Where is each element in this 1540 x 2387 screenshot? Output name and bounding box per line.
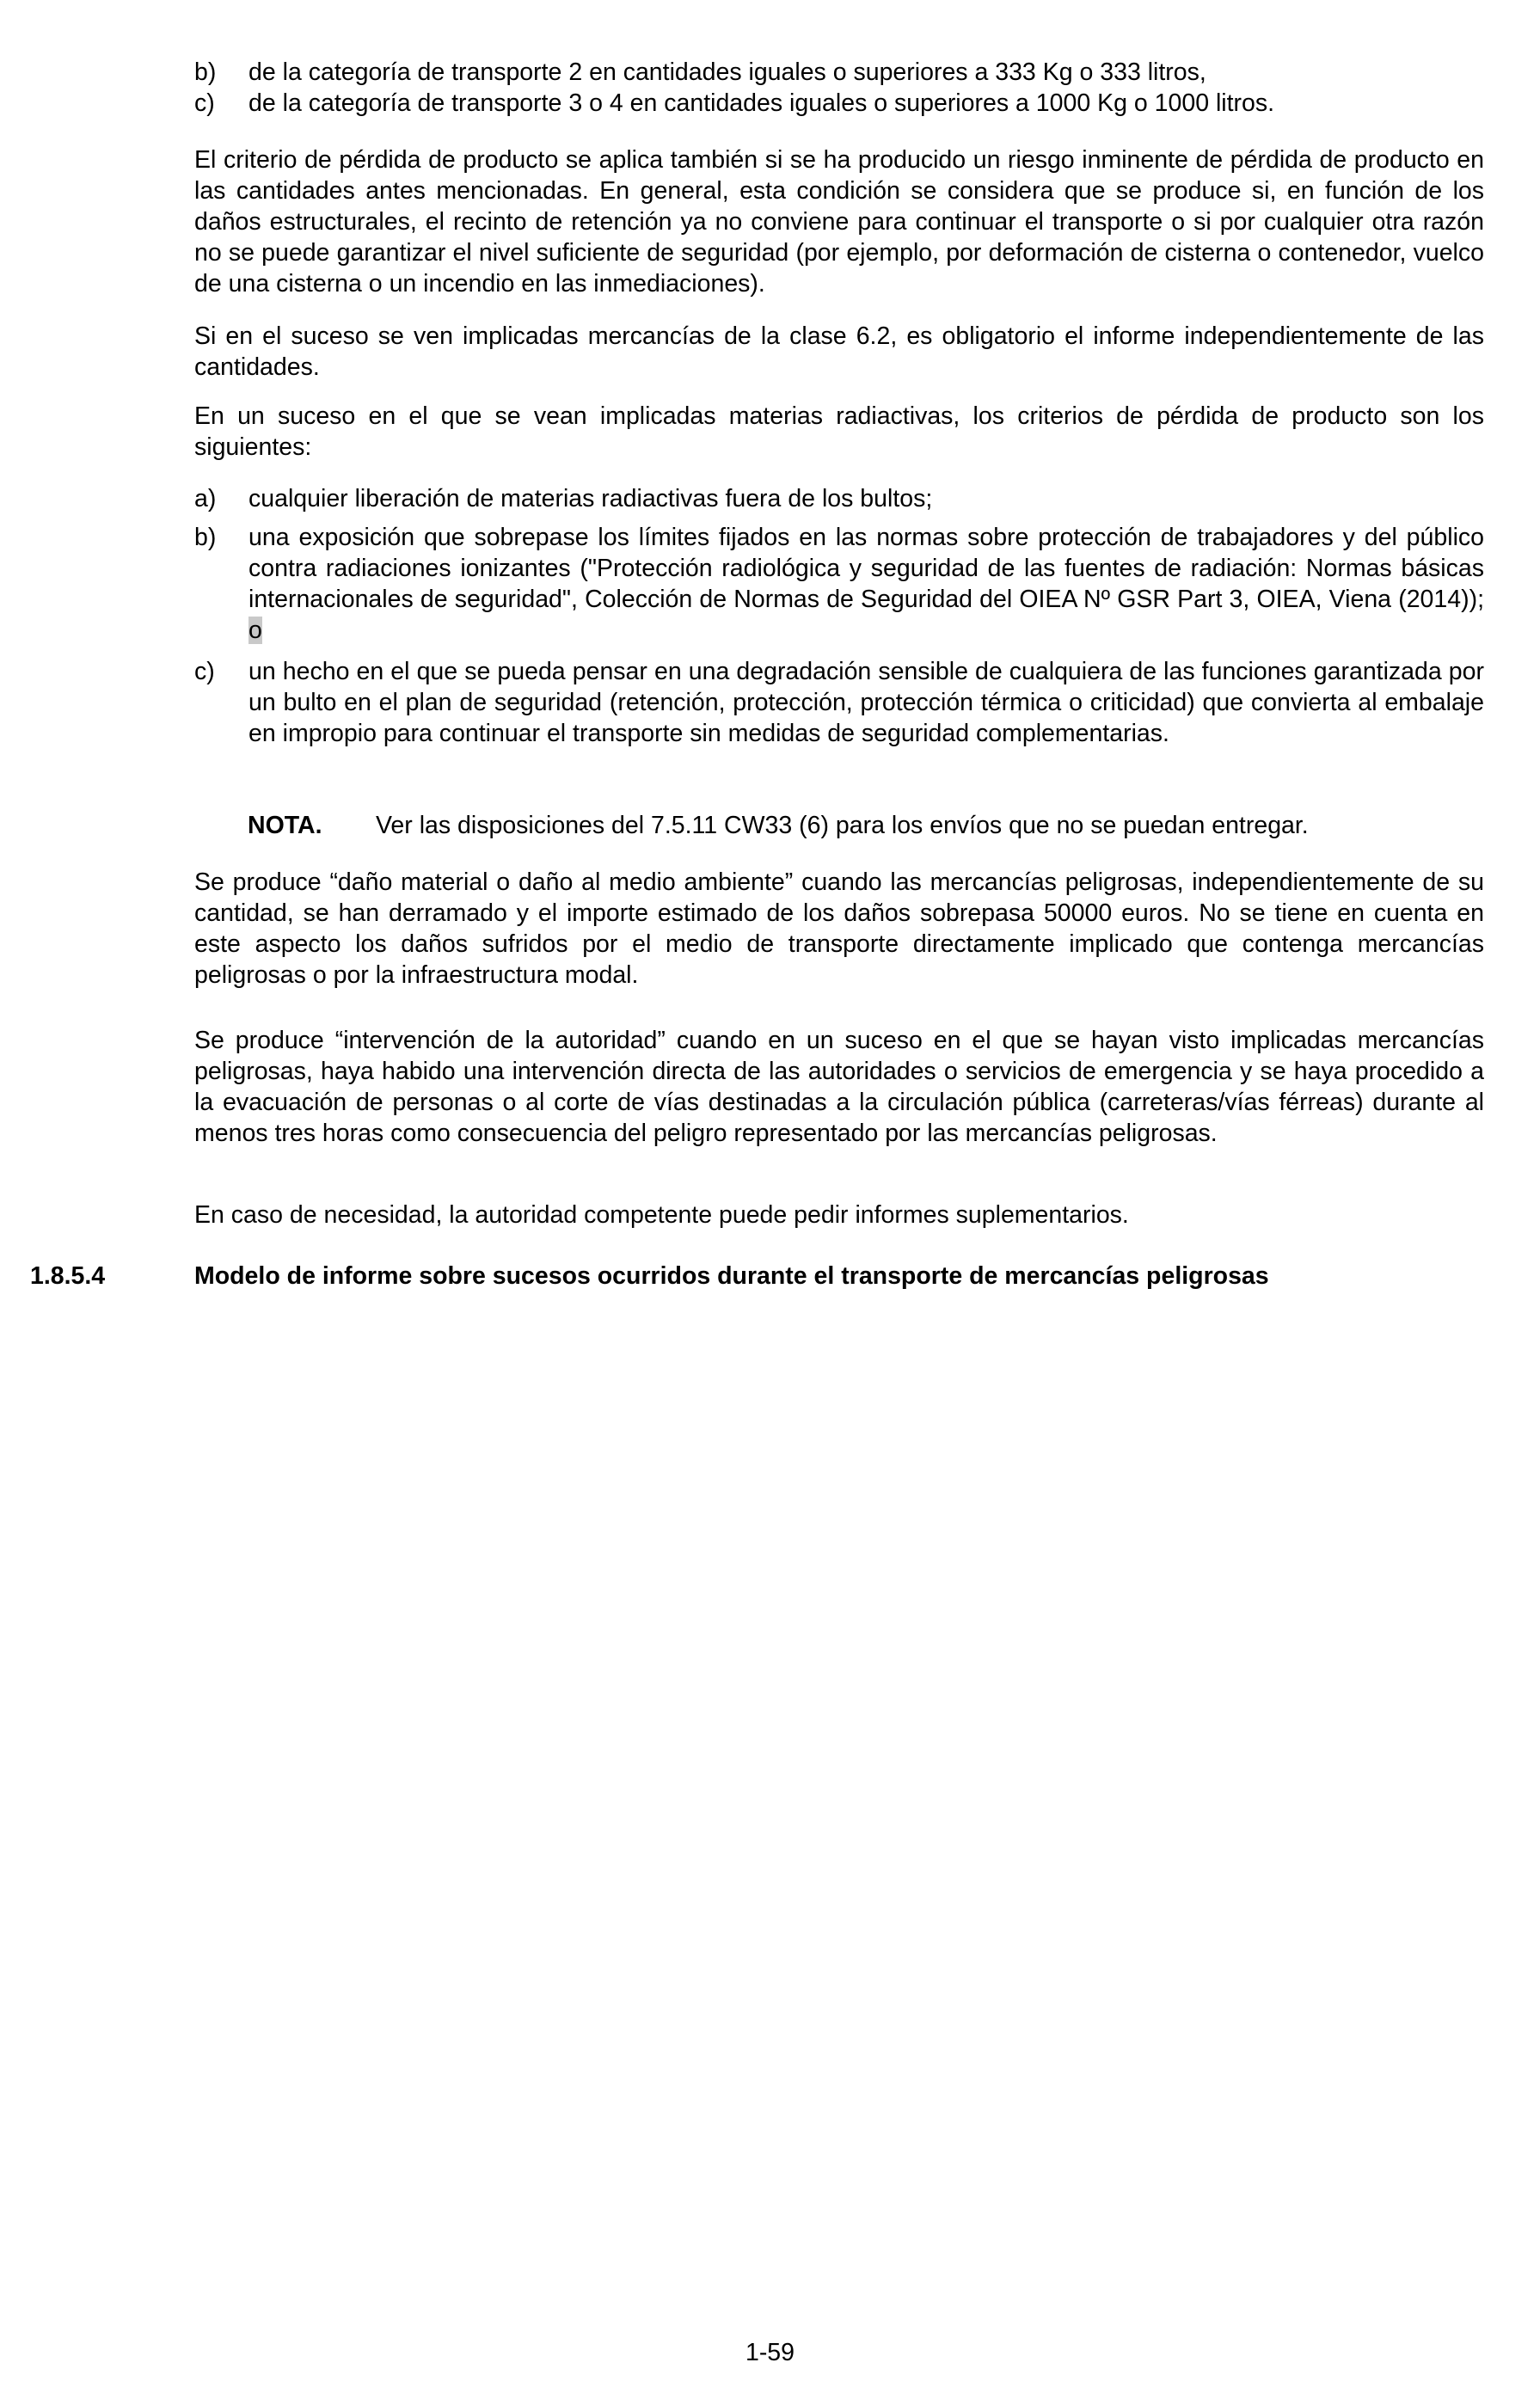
note-label: NOTA. bbox=[248, 812, 322, 839]
list-text: cualquier liberación de materias radiactivas fuera de los bultos; bbox=[248, 485, 933, 512]
highlighted-text: o bbox=[248, 617, 262, 644]
list-label: b) bbox=[194, 58, 217, 86]
list-label: a) bbox=[194, 485, 217, 512]
list-label: c) bbox=[194, 89, 215, 117]
list-text: de la categoría de transporte 2 en cantidades iguales o superiores a 333 Kg o 333 litros, bbox=[248, 58, 1206, 86]
note bbox=[248, 810, 1484, 841]
list-text-main: una exposición que sobrepase los límites fijados en las normas sobre protección de trabajadores y del público contra radiaciones ionizantes ("Protección radiológica y seguridad de las fuentes de radiación: Normas básicas internacionales de seguridad", Colección de Normas de Seguridad del OIEA Nº GSR Part 3, OIEA, Viena (2014)); bbox=[248, 524, 1484, 613]
paragraph-class-6-2: Si en el suceso se ven implicadas mercancías de la clase 6.2, es obligatorio el informe independientemente de las cantidades. bbox=[194, 322, 1484, 381]
list-text bbox=[248, 522, 1484, 646]
list-label: c) bbox=[194, 658, 215, 685]
list-text: un hecho en el que se pueda pensar en una degradación sensible de cualquiera de las funciones garantizada por un bulto en el plan de seguridad (retención, protección, protección térmica o criticidad) que convierta al embalaje en impropio para continuar el transporte sin medidas de seguridad complementarias. bbox=[248, 658, 1484, 747]
note-text: Ver las disposiciones del 7.5.11 CW33 (6) para los envíos que no se puedan entregar. bbox=[376, 812, 1309, 839]
paragraph-radioactive-criteria: En un suceso en el que se vean implicadas materias radiactivas, los criterios de pérdida de producto son los siguientes: bbox=[194, 402, 1484, 461]
page-number: 1-59 bbox=[745, 2339, 795, 2366]
paragraph-supplementary-reports: En caso de necesidad, la autoridad competente puede pedir informes suplementarios. bbox=[194, 1201, 1129, 1229]
paragraph-loss-criterion: El criterio de pérdida de producto se aplica también si se ha producido un riesgo inminente de pérdida de producto en las cantidades antes mencionadas. En general, esta condición se considera que se produce si, en función de los daños estructurales, el recinto de retención ya no conviene para continuar el transporte o si por cualquier otra razón no se puede garantizar el nivel suficiente de seguridad (por ejemplo, por deformación de cisterna o contenedor, vuelco de una cisterna o un incendio en las inmediaciones). bbox=[194, 146, 1484, 298]
section-number: 1.8.5.4 bbox=[30, 1262, 106, 1290]
list-label: b) bbox=[194, 524, 217, 551]
list-text: de la categoría de transporte 3 o 4 en cantidades iguales o superiores a 1000 Kg o 1000 litros. bbox=[248, 89, 1275, 117]
paragraph-material-damage: Se produce “daño material o daño al medio ambiente” cuando las mercancías peligrosas, independientemente de su cantidad, se han derramado y el importe estimado de los daños sobrepasa 50000 euros. No se tiene en cuenta en este aspecto los daños sufridos por el medio de transporte directamente implicado que contenga mercancías peligrosas o por la infraestructura modal. bbox=[194, 868, 1484, 989]
paragraph-authority-intervention: Se produce “intervención de la autoridad” cuando en un suceso en el que se hayan visto implicadas mercancías peligrosas, haya habido una intervención directa de las autoridades o servicios de emergencia y se haya procedido a la evacuación de personas o al corte de vías destinadas a la circulación pública (carreteras/vías férreas) durante al menos tres horas como consecuencia del peligro representado por las mercancías peligrosas. bbox=[194, 1027, 1484, 1147]
section-title: Modelo de informe sobre sucesos ocurridos durante el transporte de mercancías peligrosas bbox=[194, 1262, 1269, 1290]
